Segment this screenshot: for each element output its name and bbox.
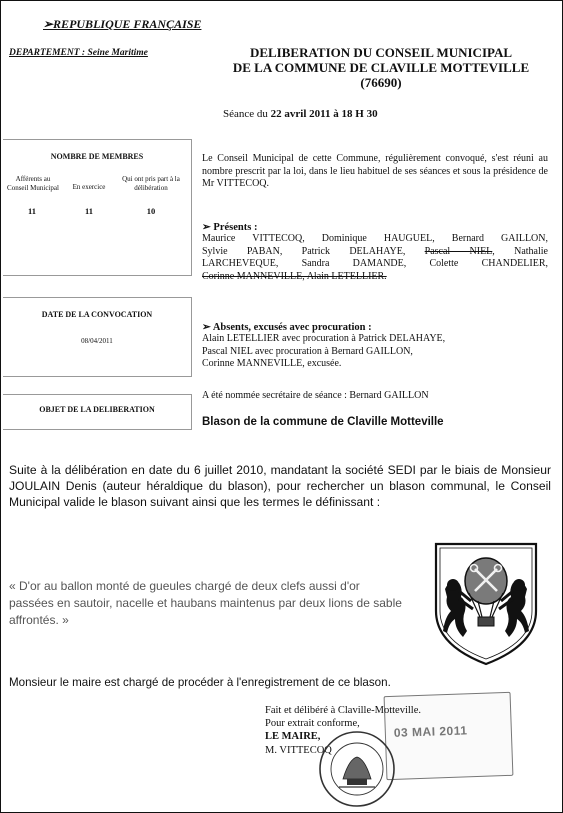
intro-paragraph: Le Conseil Municipal de cette Commune, régulièrement convoqué, s'est réuni au nombre prescrit par la loi, dans le lieu habituel de ses séances et sous la présidence de Mr VITTECOQ. (202, 153, 548, 190)
presents-line-2b: , Nathalie (492, 245, 548, 257)
extrait-line: Pour extrait conforme, (265, 718, 360, 730)
members-value-afferents: 11 (27, 206, 37, 216)
members-col-exercice: En exercice (72, 183, 106, 191)
members-box-title: NOMBRE DE MEMBRES (50, 152, 144, 161)
maire-title: LE MAIRE, (265, 731, 321, 743)
members-values (3, 206, 191, 216)
members-box (3, 139, 192, 276)
presents-heading: ➢ Présents : (202, 222, 258, 233)
presents-line-3: LARCHEVEQUE, Sandra DAMANDE, Colette CHANDELIER, (202, 258, 548, 270)
presents-section (202, 221, 548, 283)
convocation-date: 08/04/2011 (81, 337, 113, 345)
members-col-headers (3, 175, 191, 192)
objet-box (3, 394, 192, 430)
secretaire-line: A été nommée secrétaire de séance : Bernard GAILLON (202, 390, 429, 401)
coat-of-arms-icon (433, 541, 539, 667)
presents-line-2 (202, 246, 548, 259)
deliberation-title (191, 45, 563, 90)
members-col-deliberation: Qui ont pris part à la délibération (122, 175, 180, 192)
seance-date: 22 avril 2011 à 18 H 30 (270, 108, 378, 120)
seance-label: Séance du (223, 108, 268, 120)
title-line-2: DE LA COMMUNE DE CLAVILLE MOTTEVILLE (232, 60, 530, 75)
fait-line: Fait et délibéré à Claville-Motteville. (265, 705, 421, 716)
absents-line-1: Alain LETELLIER avec procuration à Patrick DELAHAYE, (202, 333, 446, 344)
objet-text: Blason de la commune de Claville Motteville (202, 416, 444, 428)
presents-struck-niel: Pascal NIEL (424, 245, 493, 257)
convocation-box (3, 297, 192, 377)
maire-name: M. VITTECOQ (265, 744, 332, 756)
main-paragraph: Suite à la délibération en date du 6 juillet 2010, mandatant la société SEDI par le biais de Monsieur JOULAIN Denis (auteur héraldique du blason), pour rechercher un blason communal, le Conseil Municipal valide le blason suivant ainsi que les termes le définissant : (9, 463, 551, 509)
maire-charge-line: Monsieur le maire est chargé de procéder à l'enregistrement de ce blason. (9, 676, 391, 689)
members-value-exercice: 11 (84, 206, 94, 216)
reception-stamp-date: 03 MAI 2011 (393, 723, 468, 740)
mairie-seal-icon (317, 729, 397, 809)
presents-line-2a: Sylvie PABAN, Patrick DELAHAYE, (202, 245, 425, 257)
members-value-deliberation: 10 (146, 206, 156, 216)
members-col-afferents: Afférents au Conseil Municipal (7, 175, 59, 192)
seance-line (223, 108, 378, 120)
objet-box-title: OBJET DE LA DELIBERATION (39, 405, 155, 414)
absents-section (202, 321, 548, 371)
absents-line-3: Corinne MANNEVILLE, excusée. (202, 358, 342, 370)
republique-header: ➢REPUBLIQUE FRANÇAISE (43, 17, 202, 31)
absents-line-2: Pascal NIEL avec procuration à Bernard GAILLON, (202, 345, 413, 357)
presents-struck-line-4: Corinne MANNEVILLE, Alain LETELLIER. (202, 270, 387, 282)
blason-quote: « D'or au ballon monté de gueules chargé de deux clefs aussi d'or passées en sautoir, nacelle et haubans maintenus par deux lions de sable affrontés. » (9, 579, 402, 627)
absents-heading: ➢ Absents, excusés avec procuration : (202, 322, 372, 333)
convocation-box-title: DATE DE LA CONVOCATION (41, 310, 153, 319)
presents-line-1: Maurice VITTECOQ, Dominique HAUGUEL, Bernard GAILLON, (202, 233, 548, 244)
title-line-3: (76690) (360, 75, 402, 90)
departement-label: DEPARTEMENT : Seine Maritime (9, 48, 148, 58)
title-line-1: DELIBERATION DU CONSEIL MUNICIPAL (249, 45, 513, 60)
